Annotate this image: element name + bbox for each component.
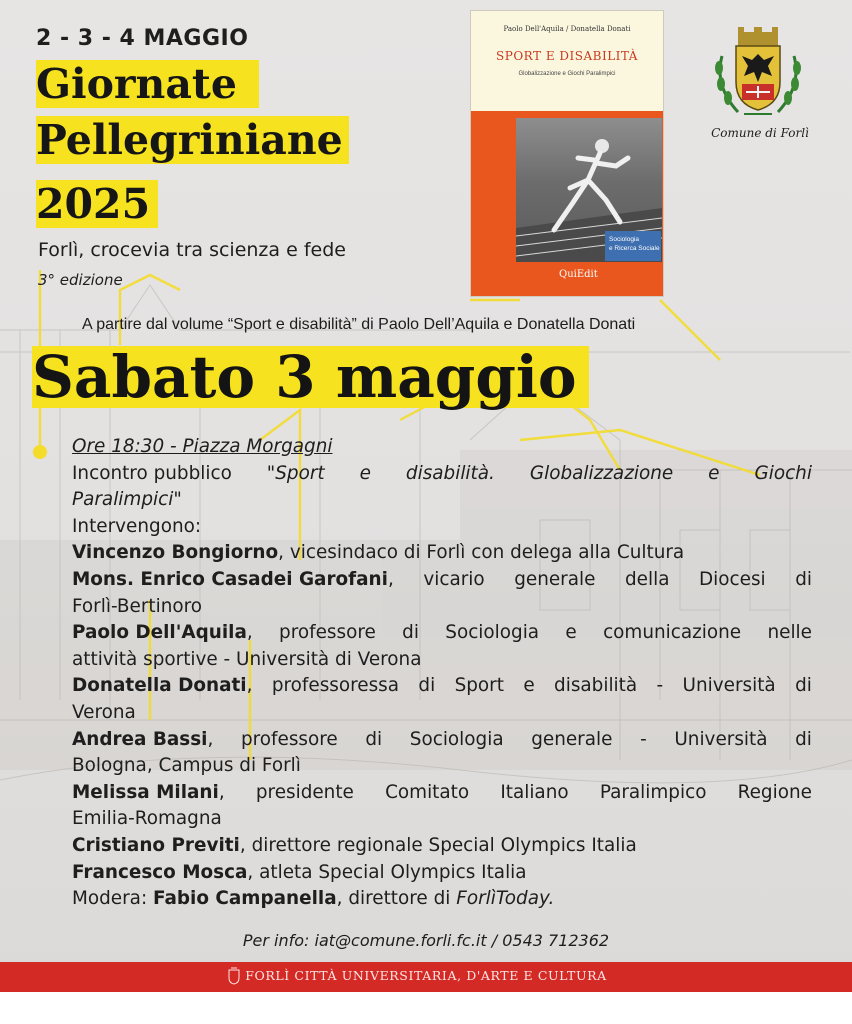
- book-authors: Paolo Dell'Aquila / Donatella Donati: [503, 25, 631, 33]
- program: Ore 18:30 - Piazza Morgagni Incontro pubblico "Sport e disabilità. Globalizzazione e Giochi Paralimpici" Intervengono: Vincenzo Bongiorno, vicesindaco di Forlì con delega alla Cultura Mons. Enrico Casadei Garofani, vicario generale della Diocesi di Forlì-Bertinoro Paolo Dell'Aquila, professore di Sociologia e comunicazione nelle attività sportive - Università di Verona Donatella Donati, professoressa di Sport e disabilità - Università di Verona Andrea Bassi, professore di Sociologia generale - Università di Bologna, Campus di Forlì Melissa Milani, presidente Comitato Italiano Paralimpico Regione Emilia-Romagna Cristiano Previti, direttore regionale Special Olympics Italia Francesco Mosca, atleta Special Olympics Italia Modera: Fabio Campanella, direttore di ForlìToday.: [72, 434, 812, 913]
- subtitle: Forlì, crocevia tra scienza e fede: [38, 239, 346, 261]
- footer-slogan: FORLÌ CITTÀ UNIVERSITARIA, D'ARTE E CULTURA: [245, 968, 607, 983]
- book-series-label: Sociologia e Ricerca Sociale: [605, 231, 661, 261]
- schedule-line: Ore 18:30 - Piazza Morgagni: [72, 436, 333, 457]
- speaker-item: Francesco Mosca, atleta Special Olympics Italia: [72, 861, 527, 883]
- speaker-item: Mons. Enrico Casadei Garofani, vicario generale della Diocesi di: [72, 568, 812, 590]
- book-subtitle: Globalizzazione e Giochi Paralimpici: [518, 71, 616, 77]
- book-title: SPORT E DISABILITÀ: [496, 49, 638, 63]
- speaker-item: Andrea Bassi, professore di Sociologia generale - Università di: [72, 728, 812, 750]
- speaker-item: Cristiano Previti, direttore regionale Special Olympics Italia: [72, 834, 637, 856]
- moderator-line: Modera: Fabio Campanella, direttore di ForlìToday.: [72, 888, 555, 910]
- speaker-item: Melissa Milani, presidente Comitato Italiano Paralimpico Regione: [72, 781, 812, 803]
- contact-info: Per info: iat@comune.forli.fc.it / 0543 712362: [242, 931, 610, 950]
- event-dates: 2 - 3 - 4 MAGGIO: [36, 26, 249, 51]
- title-line-3: 2025: [36, 180, 158, 228]
- edition: 3° edizione: [38, 271, 123, 289]
- book-cover: [470, 10, 664, 297]
- event-line-2: Paralimpici": [72, 489, 182, 511]
- event-line-1: Incontro pubblico "Sport e disabilità. Globalizzazione e Giochi: [72, 461, 812, 488]
- speaker-item: Vincenzo Bongiorno, vicesindaco di Forlì con delega alla Cultura: [72, 542, 685, 564]
- speakers-intro: Intervengono:: [72, 515, 202, 537]
- speaker-item: Donatella Donati, professoressa di Sport e disabilità - Università di: [72, 675, 812, 697]
- title-line-1: Giornate: [36, 60, 259, 108]
- title-line-2: Pellegriniane: [36, 116, 349, 164]
- comune-di-forli-crest: [708, 26, 808, 122]
- comune-label: Comune di Forlì: [711, 126, 809, 140]
- event-label: Incontro pubblico: [72, 462, 232, 484]
- book-publisher: QuiEdit: [559, 269, 598, 280]
- speaker-item: Paolo Dell'Aquila, professore di Sociologia e comunicazione nelle: [72, 622, 812, 644]
- volume-note: A partire dal volume “Sport e disabilità” di Paolo Dell’Aquila e Donatella Donati: [82, 316, 636, 333]
- day-heading: Sabato 3 maggio: [32, 346, 589, 408]
